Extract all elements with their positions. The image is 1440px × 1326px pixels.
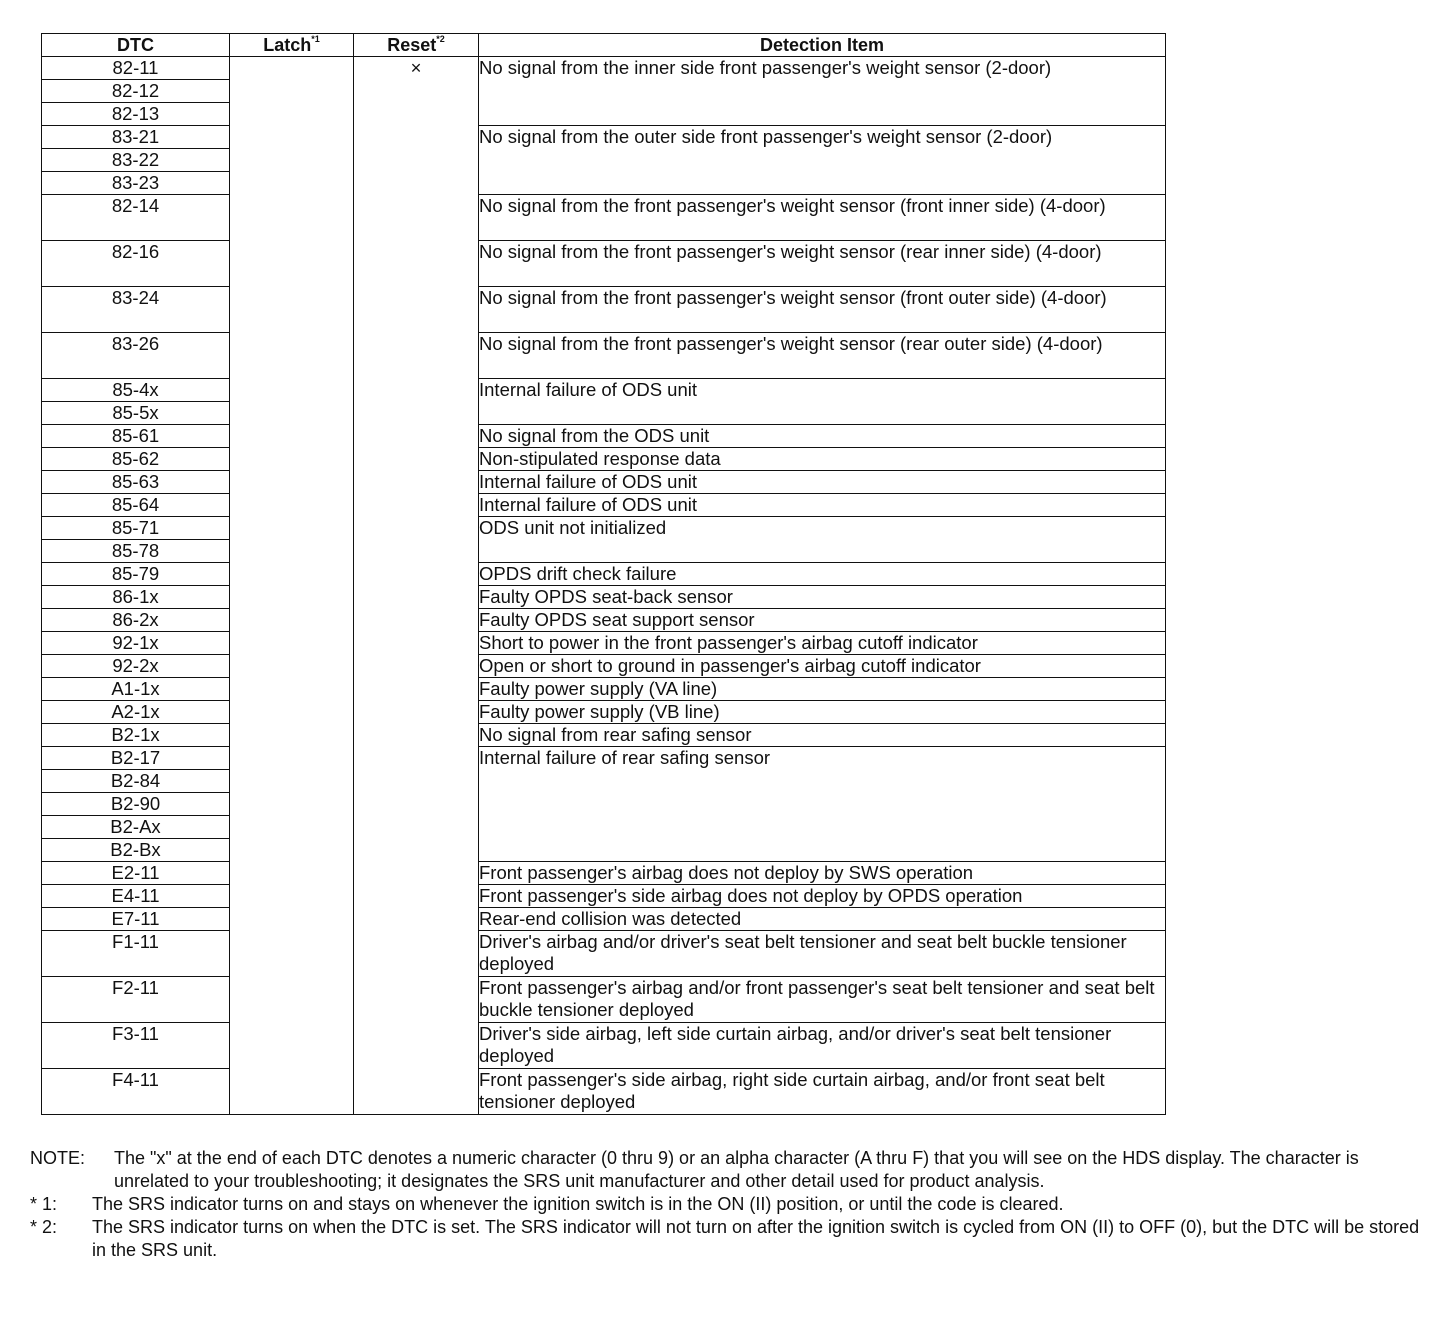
table-row — [42, 1069, 1166, 1115]
table-row — [42, 885, 1166, 908]
dtc-code: 85-5x — [42, 402, 230, 425]
detection-item: Front passenger's side airbag, right side curtain airbag, and/or front seat belt tensioner deployed — [479, 1069, 1166, 1115]
dtc-code: 82-12 — [42, 80, 230, 103]
detection-item: Faulty OPDS seat-back sensor — [479, 586, 1166, 609]
dtc-code: 85-71 — [42, 517, 230, 540]
dtc-code: F1-11 — [42, 931, 230, 977]
footnote-2 — [30, 1216, 1420, 1262]
table-row — [42, 1023, 1166, 1069]
detection-item: Driver's airbag and/or driver's seat belt tensioner and seat belt buckle tensioner deployed — [479, 931, 1166, 977]
detection-item: Short to power in the front passenger's airbag cutoff indicator — [479, 632, 1166, 655]
table-row — [42, 908, 1166, 931]
dtc-code: B2-84 — [42, 770, 230, 793]
dtc-code: 85-4x — [42, 379, 230, 402]
reset-column — [354, 57, 479, 1115]
footnote-2-text: The SRS indicator turns on when the DTC is set. The SRS indicator will not turn on after the ignition switch is cycled from ON (II) to OFF (0), but the DTC will be stored in the SRS unit. — [92, 1217, 1420, 1260]
header-dtc: DTC — [42, 34, 230, 57]
header-reset: Reset$^{*2}$ — [354, 34, 479, 57]
dtc-code: A2-1x — [42, 701, 230, 724]
dtc-code: 92-2x — [42, 655, 230, 678]
dtc-code: 85-62 — [42, 448, 230, 471]
dtc-code: 83-22 — [42, 149, 230, 172]
detection-item: No signal from the front passenger's weight sensor (front inner side) (4-door) — [479, 195, 1166, 241]
table-row — [42, 448, 1166, 471]
dtc-code: 86-1x — [42, 586, 230, 609]
table-row — [42, 678, 1166, 701]
footnote-1-label: * 1: — [30, 1194, 58, 1214]
detection-item: Faulty OPDS seat support sensor — [479, 609, 1166, 632]
table-row — [42, 862, 1166, 885]
table-row — [42, 747, 1166, 770]
detection-item: Open or short to ground in passenger's airbag cutoff indicator — [479, 655, 1166, 678]
detection-item: No signal from rear safing sensor — [479, 724, 1166, 747]
detection-item: No signal from the front passenger's weight sensor (rear inner side) (4-door) — [479, 241, 1166, 287]
notes-section — [30, 1147, 1420, 1262]
detection-item: Non-stipulated response data — [479, 448, 1166, 471]
table-row — [42, 195, 1166, 241]
dtc-code: B2-Bx — [42, 839, 230, 862]
detection-item: No signal from the ODS unit — [479, 425, 1166, 448]
dtc-code: 85-63 — [42, 471, 230, 494]
dtc-code: 86-2x — [42, 609, 230, 632]
dtc-table — [41, 33, 1166, 1115]
dtc-code: B2-90 — [42, 793, 230, 816]
dtc-code: 83-24 — [42, 287, 230, 333]
dtc-code: F4-11 — [42, 1069, 230, 1115]
detection-item: ODS unit not initialized — [479, 517, 1166, 563]
dtc-code: E7-11 — [42, 908, 230, 931]
detection-item: Front passenger's side airbag does not deploy by OPDS operation — [479, 885, 1166, 908]
dtc-code: A1-1x — [42, 678, 230, 701]
header-detection-item: Detection Item — [479, 34, 1166, 57]
detection-item: Front passenger's airbag and/or front passenger's seat belt tensioner and seat belt buckle tensioner deployed — [479, 977, 1166, 1023]
dtc-code: 82-16 — [42, 241, 230, 287]
dtc-code: 83-23 — [42, 172, 230, 195]
dtc-code: B2-Ax — [42, 816, 230, 839]
table-row — [42, 563, 1166, 586]
table-row — [42, 931, 1166, 977]
footnote-marker-2: *2 — [436, 34, 445, 44]
footnote-2-label: * 2: — [30, 1217, 58, 1237]
dtc-code: 85-64 — [42, 494, 230, 517]
detection-item: No signal from the front passenger's weight sensor (rear outer side) (4-door) — [479, 333, 1166, 379]
table-row — [42, 724, 1166, 747]
dtc-code: 82-14 — [42, 195, 230, 241]
table-row — [42, 333, 1166, 379]
detection-item: No signal from the inner side front passenger's weight sensor (2-door) — [479, 57, 1166, 126]
note-paragraph — [30, 1147, 1420, 1193]
detection-item: Internal failure of ODS unit — [479, 379, 1166, 425]
dtc-code: F3-11 — [42, 1023, 230, 1069]
table-row — [42, 632, 1166, 655]
footnote-marker-1: *1 — [311, 34, 320, 44]
table-body — [42, 57, 1166, 1115]
table-row — [42, 609, 1166, 632]
dtc-code: 82-11 — [42, 57, 230, 80]
footnote-1 — [30, 1193, 1420, 1216]
dtc-code: 85-79 — [42, 563, 230, 586]
table-row — [42, 517, 1166, 540]
table-row — [42, 57, 1166, 80]
dtc-code: 92-1x — [42, 632, 230, 655]
dtc-code: 85-78 — [42, 540, 230, 563]
table-header-row — [42, 34, 1166, 57]
table-row — [42, 241, 1166, 287]
table-row — [42, 471, 1166, 494]
detection-item: Internal failure of rear safing sensor — [479, 747, 1166, 862]
detection-item: No signal from the outer side front passenger's weight sensor (2-door) — [479, 126, 1166, 195]
table-row — [42, 379, 1166, 402]
dtc-code: 83-21 — [42, 126, 230, 149]
table-row — [42, 586, 1166, 609]
table-row — [42, 126, 1166, 149]
detection-item: No signal from the front passenger's weight sensor (front outer side) (4-door) — [479, 287, 1166, 333]
dtc-code: 82-13 — [42, 103, 230, 126]
footnote-1-text: The SRS indicator turns on and stays on whenever the ignition switch is in the ON (II) position, or until the code is cleared. — [92, 1194, 1064, 1214]
table-row — [42, 425, 1166, 448]
detection-item: Front passenger's airbag does not deploy by SWS operation — [479, 862, 1166, 885]
note-label: NOTE: — [30, 1148, 86, 1168]
detection-item: OPDS drift check failure — [479, 563, 1166, 586]
table-row — [42, 494, 1166, 517]
dtc-code: B2-17 — [42, 747, 230, 770]
dtc-code: E2-11 — [42, 862, 230, 885]
detection-item: Internal failure of ODS unit — [479, 494, 1166, 517]
dtc-code: F2-11 — [42, 977, 230, 1023]
dtc-code: E4-11 — [42, 885, 230, 908]
detection-item: Internal failure of ODS unit — [479, 471, 1166, 494]
detection-item: Rear-end collision was detected — [479, 908, 1166, 931]
detection-item: Faulty power supply (VB line) — [479, 701, 1166, 724]
dtc-code: 83-26 — [42, 333, 230, 379]
reset-cross-mark: × — [410, 57, 422, 78]
dtc-code: 85-61 — [42, 425, 230, 448]
table-row — [42, 287, 1166, 333]
header-latch: Latch$^{*1}$ — [230, 34, 354, 57]
table-row — [42, 977, 1166, 1023]
table-row — [42, 701, 1166, 724]
dtc-code: B2-1x — [42, 724, 230, 747]
detection-item: Faulty power supply (VA line) — [479, 678, 1166, 701]
latch-column — [230, 57, 354, 1115]
detection-item: Driver's side airbag, left side curtain airbag, and/or driver's seat belt tensioner deployed — [479, 1023, 1166, 1069]
table-row — [42, 655, 1166, 678]
note-text: The "x" at the end of each DTC denotes a numeric character (0 thru 9) or an alpha character (A thru F) that you will see on the HDS display. The character is unrelated to your troubleshooting; it designates the SRS unit manufacturer and other detail used for product analysis. — [114, 1148, 1359, 1191]
